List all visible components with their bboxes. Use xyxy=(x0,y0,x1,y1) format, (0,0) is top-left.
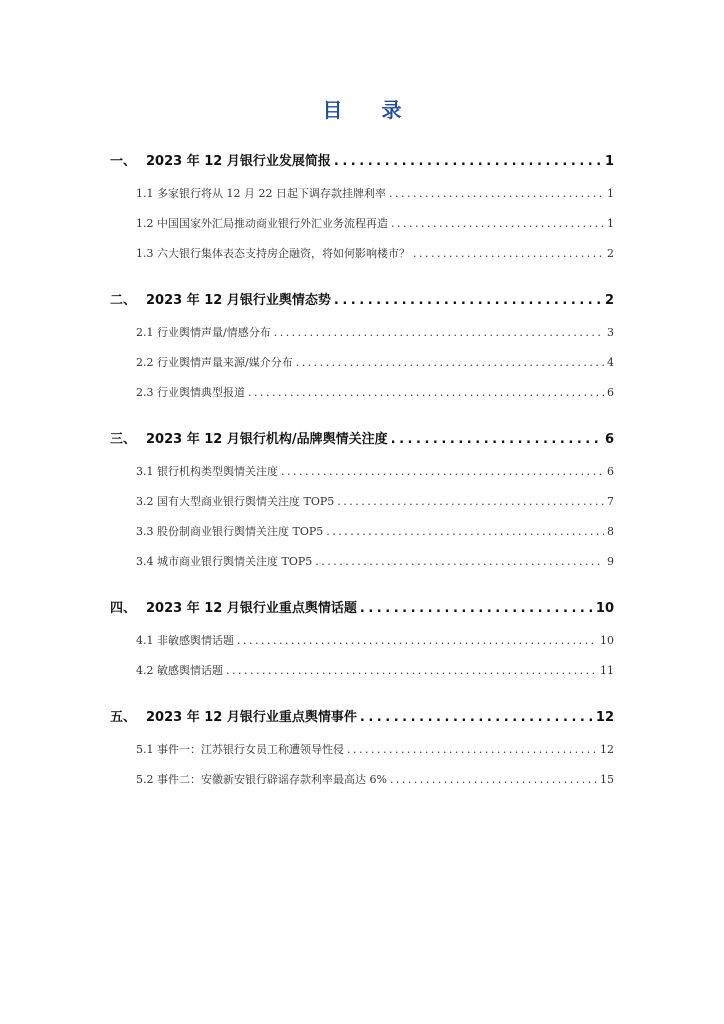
toc-leader-dots xyxy=(226,664,597,677)
toc-page-number: 12 xyxy=(600,743,614,756)
toc-section-number: 五、 xyxy=(110,710,137,725)
toc-leader-dots xyxy=(360,601,593,616)
toc-item-1-1[interactable] xyxy=(136,185,614,201)
toc-leader-dots xyxy=(237,634,597,647)
toc-page-number: 10 xyxy=(600,634,614,647)
toc-item-5-2[interactable] xyxy=(136,771,614,787)
toc-section-3[interactable] xyxy=(110,428,614,447)
toc-item-label: 3.1 银行机构类型舆情关注度 xyxy=(136,465,278,478)
toc-page-number: 1 xyxy=(607,217,614,230)
toc-item-3-2[interactable] xyxy=(136,493,614,509)
toc-item-5-1[interactable] xyxy=(136,741,614,757)
toc-section-label: 2023 年 12 月银行业重点舆情事件 xyxy=(146,710,357,725)
toc-item-label: 2.2 行业舆情声量来源/媒介分布 xyxy=(136,356,293,369)
toc-item-3-4[interactable] xyxy=(136,553,614,569)
toc-section-number: 三、 xyxy=(110,432,137,447)
toc-leader-dots xyxy=(248,386,604,399)
toc-item-2-2[interactable] xyxy=(136,354,614,370)
toc-section-4[interactable] xyxy=(110,597,614,616)
toc-section-5[interactable] xyxy=(110,706,614,725)
toc-page-number: 10 xyxy=(595,601,614,616)
toc-page-number: 6 xyxy=(607,465,614,478)
toc-item-4-1[interactable] xyxy=(136,632,614,648)
toc-item-4-2[interactable] xyxy=(136,662,614,678)
toc-section-number: 四、 xyxy=(110,601,137,616)
toc-page-number: 3 xyxy=(607,326,614,339)
toc-item-3-1[interactable] xyxy=(136,463,614,479)
toc-leader-dots xyxy=(390,773,597,786)
toc-item-label: 1.2 中国国家外汇局推动商业银行外汇业务流程再造 xyxy=(136,217,388,230)
toc-leader-dots xyxy=(281,465,604,478)
toc-page-number: 15 xyxy=(600,773,614,786)
toc-leader-dots xyxy=(334,293,602,308)
toc-item-2-3[interactable] xyxy=(136,384,614,400)
toc-item-label: 3.3 股份制商业银行舆情关注度 TOP5 xyxy=(136,525,324,538)
toc-item-label: 5.1 事件一：江苏银行女员工称遭领导性侵 xyxy=(136,743,344,756)
toc-leader-dots xyxy=(391,432,602,447)
toc-item-label: 3.2 国有大型商业银行舆情关注度 TOP5 xyxy=(136,495,335,508)
toc-section-2[interactable] xyxy=(110,289,614,308)
toc-item-1-3[interactable] xyxy=(136,245,614,261)
toc-item-label: 1.1 多家银行将从 12 月 22 日起下调存款挂牌利率 xyxy=(136,187,386,200)
toc-leader-dots xyxy=(326,525,604,538)
toc-section-label: 2023 年 12 月银行业舆情态势 xyxy=(146,293,331,308)
toc-page-number: 6 xyxy=(604,432,614,447)
toc-item-label: 4.1 非敏感舆情话题 xyxy=(136,634,234,647)
toc-leader-dots xyxy=(315,555,604,568)
toc-page-number: 7 xyxy=(607,495,614,508)
toc-section-number: 二、 xyxy=(110,293,137,308)
toc-section-label: 2023 年 12 月银行业发展简报 xyxy=(146,154,331,169)
toc-page-number: 2 xyxy=(604,293,614,308)
toc-leader-dots xyxy=(296,356,604,369)
toc-page-number: 12 xyxy=(595,710,614,725)
toc-section-1[interactable] xyxy=(110,150,614,169)
toc-page-number: 4 xyxy=(607,356,614,369)
toc-page-number: 2 xyxy=(607,247,614,260)
toc-section-label: 2023 年 12 月银行机构/品牌舆情关注度 xyxy=(146,432,388,447)
toc-leader-dots xyxy=(337,495,604,508)
toc-leader-dots xyxy=(360,710,593,725)
toc-page-number: 9 xyxy=(607,555,614,568)
page-title: 目 录 xyxy=(322,98,418,122)
toc-item-label: 2.1 行业舆情声量/情感分布 xyxy=(136,326,271,339)
toc-page-number: 1 xyxy=(607,187,614,200)
toc-leader-dots xyxy=(391,217,604,230)
toc-leader-dots xyxy=(413,247,604,260)
toc-page-number: 6 xyxy=(607,386,614,399)
toc-item-2-1[interactable] xyxy=(136,324,614,340)
toc-item-label: 1.3 六大银行集体表态支持房企融资，将如何影响楼市？ xyxy=(136,247,410,260)
toc-item-label: 2.3 行业舆情典型报道 xyxy=(136,386,245,399)
toc-item-label: 5.2 事件二：安徽新安银行辟谣存款利率最高达 6% xyxy=(136,773,387,786)
toc-item-1-2[interactable] xyxy=(136,215,614,231)
toc-page-number: 11 xyxy=(600,664,614,677)
toc-leader-dots xyxy=(347,743,597,756)
toc-leader-dots xyxy=(274,326,604,339)
toc-page-number: 8 xyxy=(607,525,614,538)
toc-section-label: 2023 年 12 月银行业重点舆情话题 xyxy=(146,601,357,616)
toc-item-label: 3.4 城市商业银行舆情关注度 TOP5 xyxy=(136,555,313,568)
toc-leader-dots xyxy=(389,187,604,200)
toc-item-label: 4.2 敏感舆情话题 xyxy=(136,664,223,677)
toc-item-3-3[interactable] xyxy=(136,523,614,539)
toc-section-number: 一、 xyxy=(110,154,137,169)
toc-page-number: 1 xyxy=(604,154,614,169)
toc-leader-dots xyxy=(334,154,602,169)
